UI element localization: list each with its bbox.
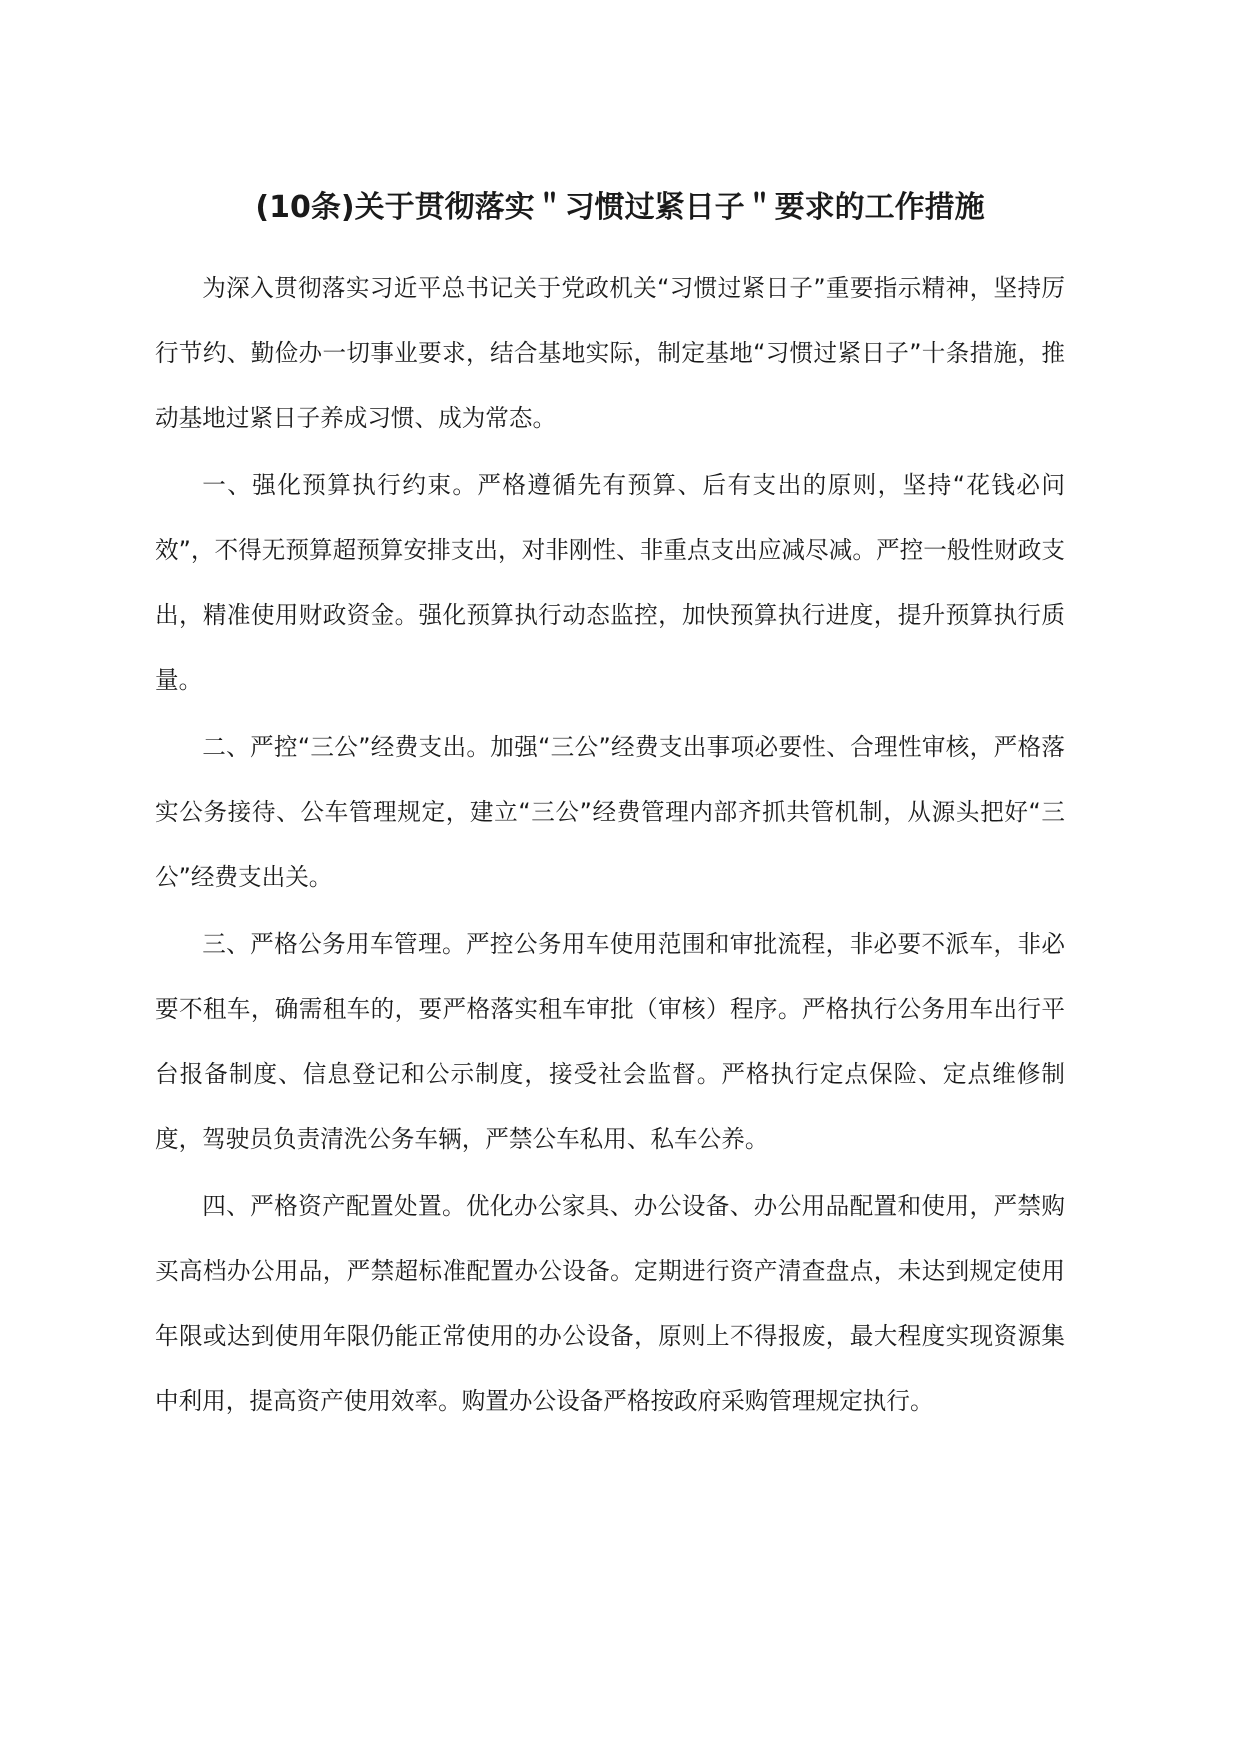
paragraph-item-2: 二、严控“三公”经费支出。加强“三公”经费支出事项必要性、合理性审核，严格落实公务接待、公车管理规定，建立“三公”经费管理内部齐抓共管机制，从源头把好“三公”经费支出关。 (155, 733, 1065, 891)
document-body (155, 256, 1065, 1436)
paragraph-item-1: 一、强化预算执行约束。严格遵循先有预算、后有支出的原则，坚持“花钱必问效”，不得无预算超预算安排支出，对非刚性、非重点支出应减尽减。严控一般性财政支出，精准使用财政资金。强化预算执行动态监控，加快预算执行进度，提升预算执行质量。 (155, 471, 1065, 694)
paragraph-item-4: 四、严格资产配置处置。优化办公家具、办公设备、办公用品配置和使用，严禁购买高档办公用品，严禁超标准配置办公设备。定期进行资产清查盘点，未达到规定使用年限或达到使用年限仍能正常使用的办公设备，原则上不得报废，最大程度实现资源集中利用，提高资产使用效率。购置办公设备严格按政府采购管理规定执行。 (155, 1192, 1065, 1415)
document-title: (10条)关于贯彻落实＂习惯过紧日子＂要求的工作措施 (255, 190, 985, 225)
paragraph-item-3: 三、严格公务用车管理。严控公务用车使用范围和审批流程，非必要不派车，非必要不租车，确需租车的，要严格落实租车审批（审核）程序。严格执行公务用车出行平台报备制度、信息登记和公示制度，接受社会监督。严格执行定点保险、定点维修制度，驾驶员负责清洗公务车辆，严禁公车私用、私车公养。 (155, 930, 1065, 1153)
paragraph-intro: 为深入贯彻落实习近平总书记关于党政机关“习惯过紧日子”重要指示精神，坚持厉行节约、勤俭办一切事业要求，结合基地实际，制定基地“习惯过紧日子”十条措施，推动基地过紧日子养成习惯、成为常态。 (155, 274, 1065, 432)
